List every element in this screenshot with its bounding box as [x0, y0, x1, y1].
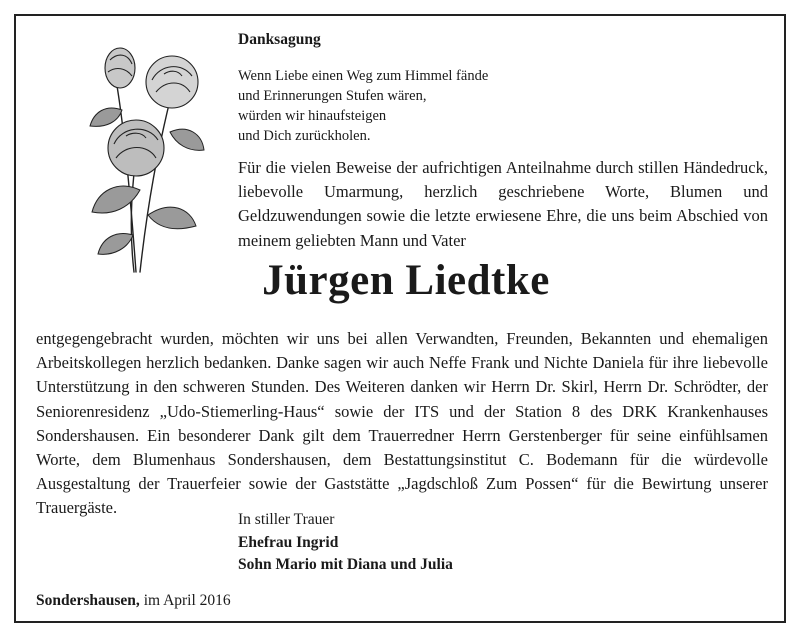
signature-son: Sohn Mario mit Diana und Julia: [238, 556, 453, 573]
body-paragraph: entgegengebracht wurden, möchten wir uns bei allen Verwandten, Freunden, Bekannten und ehemaligen Arbeitskollegen herzlich bedanken. Danke sagen wir auch Neffe Frank und Nichte Daniela für ihre liebevolle Unterstützung in den schweren Stunden. Des Weiteren danken wir Herrn Dr. Skirl, Herrn Dr. Schrödter, der Seniorenresidenz „Udo-Stiemerling-Haus“ sowie der ITS und der Station 8 des DRK Krankenhauses Sondershausen. Ein besonderer Dank gilt dem Trauerredner Herrn Gerstenberger für seine einfühlsamen Worte, dem Blumenhaus Sondershausen, dem Bestattungsinstitut C. Bodemann für die würdevolle Ausgestaltung der Trauerfeier sowie der Gaststätte „Jagdschloß Zum Possen“ für die Bewirtung unserer Trauergäste.: [36, 329, 768, 518]
poem-line: und Erinnerungen Stufen wären,: [238, 88, 427, 104]
heading: Danksagung: [238, 31, 321, 48]
poem-line: würden wir hinaufsteigen: [238, 108, 387, 124]
signature-wife: Ehefrau Ingrid: [238, 533, 339, 551]
poem: [238, 66, 488, 146]
signature-intro: In stiller Trauer: [238, 511, 335, 528]
poem-line: Wenn Liebe einen Weg zum Himmel fände: [238, 68, 489, 84]
deceased-name: Jürgen Liedtke: [262, 257, 550, 304]
place: Sondershausen,: [36, 592, 140, 609]
date: im April 2016: [143, 592, 231, 609]
place-date: [36, 592, 231, 610]
intro-paragraph: Für die vielen Beweise der aufrichtigen Anteilnahme durch stillen Händedruck, liebevolle Umarmung, herzlich geschriebene Worte, Blumen und Geldzuwendungen sowie die letzte erwiesene Ehre, die uns beim Abschied von meinem geliebten Mann und Vater: [238, 158, 768, 250]
rose-illustration-icon: [78, 40, 208, 275]
obituary-notice: [14, 14, 786, 623]
signature-block: [238, 509, 453, 577]
poem-line: und Dich zurückholen.: [238, 128, 371, 144]
